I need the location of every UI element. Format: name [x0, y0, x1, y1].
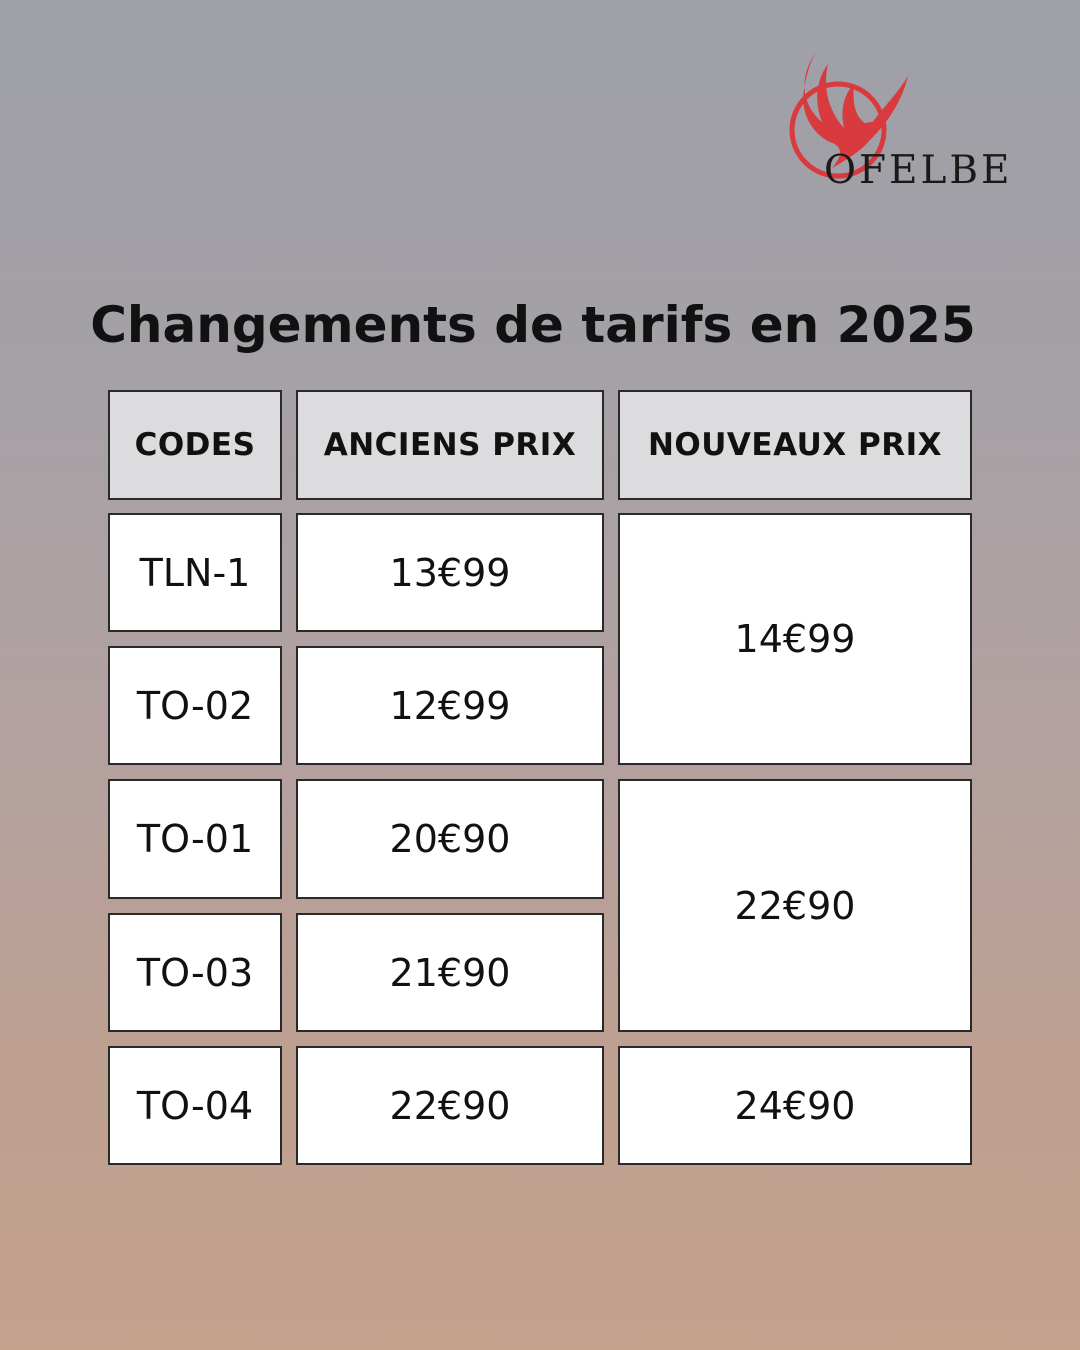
old-price-cell: 13€99	[296, 513, 604, 632]
ofelbe-logo	[786, 50, 1013, 200]
old-price-cell: 21€90	[296, 913, 604, 1032]
code-cell: TO-04	[108, 1046, 282, 1165]
code-cell: TO-01	[108, 779, 282, 899]
new-price-cell: 24€90	[618, 1046, 972, 1165]
new-price-cell: 14€99	[618, 513, 972, 765]
header-new-prices: NOUVEAUX PRIX	[618, 390, 972, 500]
header-old-prices: ANCIENS PRIX	[296, 390, 604, 500]
header-codes: CODES	[108, 390, 282, 500]
logo-wordmark: OFELBE	[824, 148, 1013, 193]
old-price-cell: 20€90	[296, 779, 604, 899]
old-price-cell: 12€99	[296, 646, 604, 765]
page-title: Changements de tarifs en 2025	[90, 296, 976, 354]
old-price-cell: 22€90	[296, 1046, 604, 1165]
code-cell: TLN-1	[108, 513, 282, 632]
code-cell: TO-02	[108, 646, 282, 765]
new-price-cell: 22€90	[618, 779, 972, 1032]
code-cell: TO-03	[108, 913, 282, 1032]
